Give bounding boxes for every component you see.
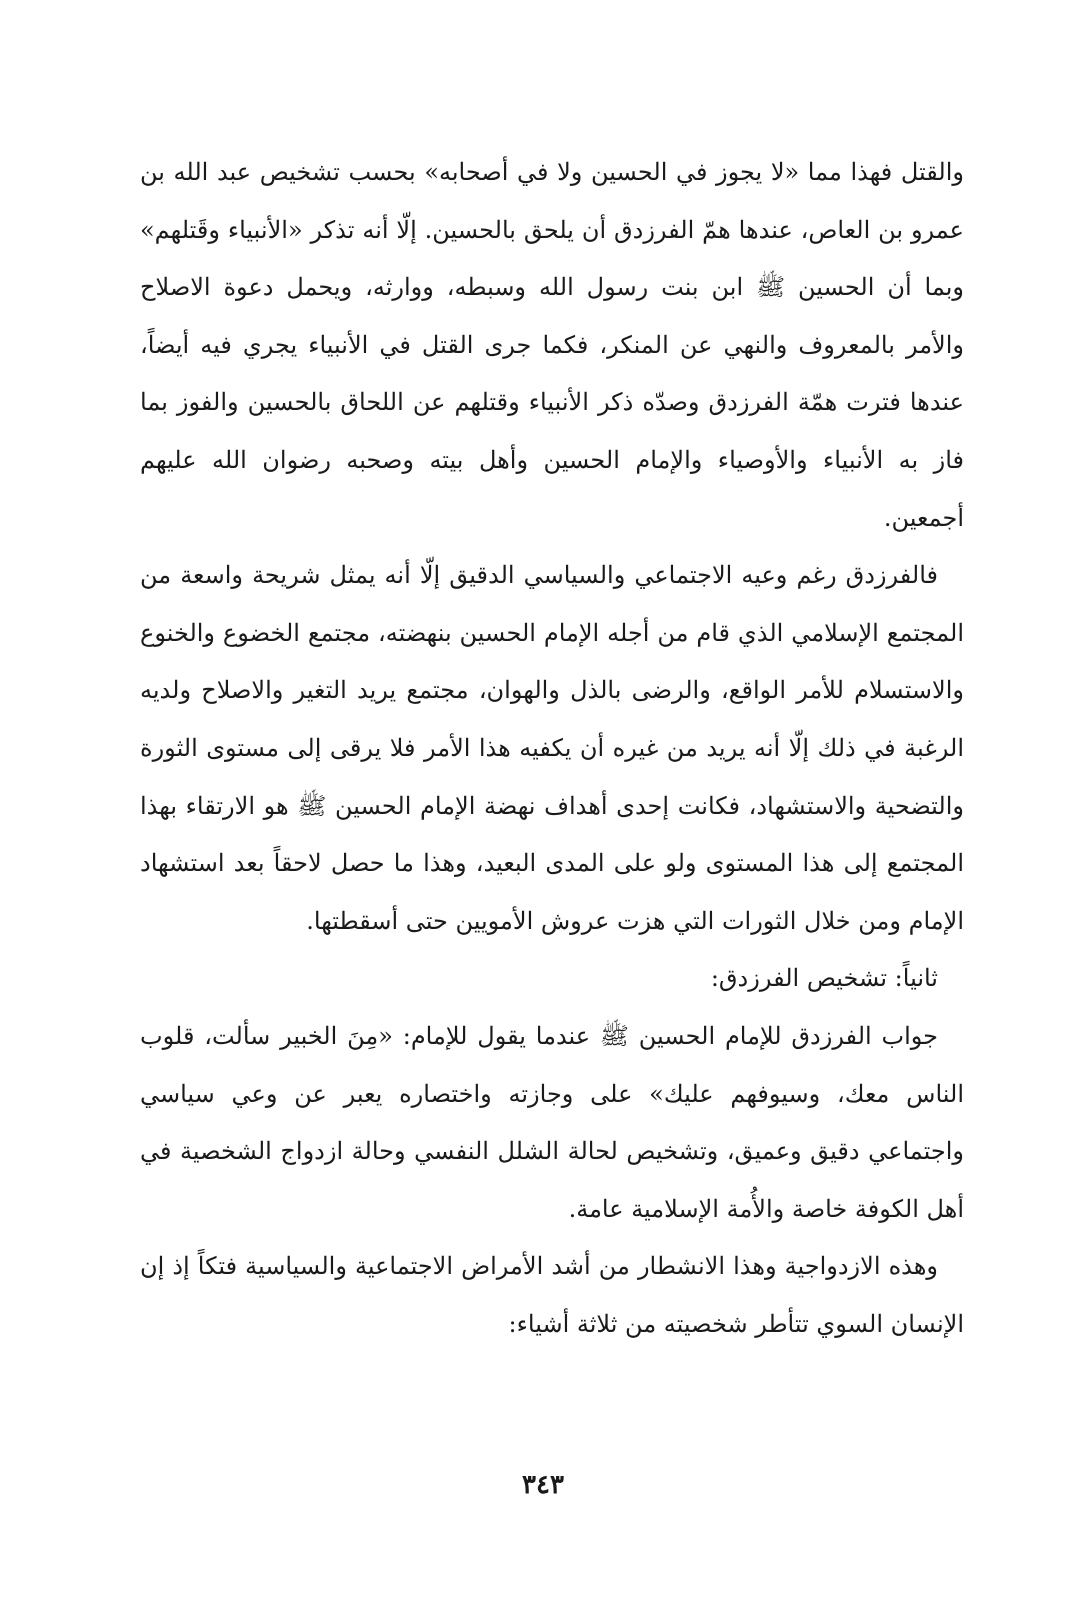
paragraph-2: فالفرزدق رغم وعيه الاجتماعي والسياسي الدقيق إلّا أنه يمثل شريحة واسعة من المجتمع الإسلامي الذي قام من أجله الإمام الحسين بنهضته، مجتمع الخضوع والخنوع والاستسلام للأمر الواقع، والرضى بالذل والهوان، مجتمع يريد التغير والاصلاح ولديه الرغبة في ذلك إلّا أنه يريد من غيره أن يكفيه هذا الأمر فلا يرقى إلى مستوى الثورة والتضحية والاستشهاد، فكانت إحدى أهداف نهضة الإمام الحسين ﷺ هو الارتقاء بهذا المجتمع إلى هذا المستوى ولو على المدى البعيد، وهذا ما حصل لاحقاً بعد استشهاد الإمام ومن خلال الثورات التي هزت عروش الأمويين حتى أسقطتها. [140, 561, 964, 935]
paragraph-4: وهذه الازدواجية وهذا الانشطار من أشد الأمراض الاجتماعية والسياسية فتكاً إذ إن الإنسان السوي تتأطر شخصيته من ثلاثة أشياء: [140, 1252, 964, 1338]
body-text [140, 144, 964, 1353]
section-heading: ثانياً: تشخيص الفرزدق: [710, 964, 938, 993]
page-number: ٣٤٣ [522, 1470, 564, 1500]
paragraph-1: والقتل فهذا مما «لا يجوز في الحسين ولا في أصحابه» بحسب تشخيص عبد الله بن عمرو بن العاص، عندها همّ الفرزدق أن يلحق بالحسين. إلّا أنه تذكر «الأنبياء وقَتلهم» وبما أن الحسين ﷺ ابن بنت رسول الله وسبطه، ووارثه، ويحمل دعوة الاصلاح والأمر بالمعروف والنهي عن المنكر، فكما جرى القتل في الأنبياء يجري فيه أيضاً، عندها فترت همّة الفرزدق وصدّه ذكر الأنبياء وقتلهم عن اللحاق بالحسين والفوز بما فاز به الأنبياء والأوصياء والإمام الحسين وأهل بيته وصحبه رضوان الله عليهم أجمعين. [140, 158, 964, 532]
paragraph-3: جواب الفرزدق للإمام الحسين ﷺ عندما يقول للإمام: «مِنَ الخبير سألت، قلوب الناس معك، وسيوفهم عليك» على وجازته واختصاره يعبر عن وعي سياسي واجتماعي دقيق وعميق، وتشخيص لحالة الشلل النفسي وحالة ازدواج الشخصية في أهل الكوفة خاصة والأُمة الإسلامية عامة. [140, 1021, 964, 1223]
